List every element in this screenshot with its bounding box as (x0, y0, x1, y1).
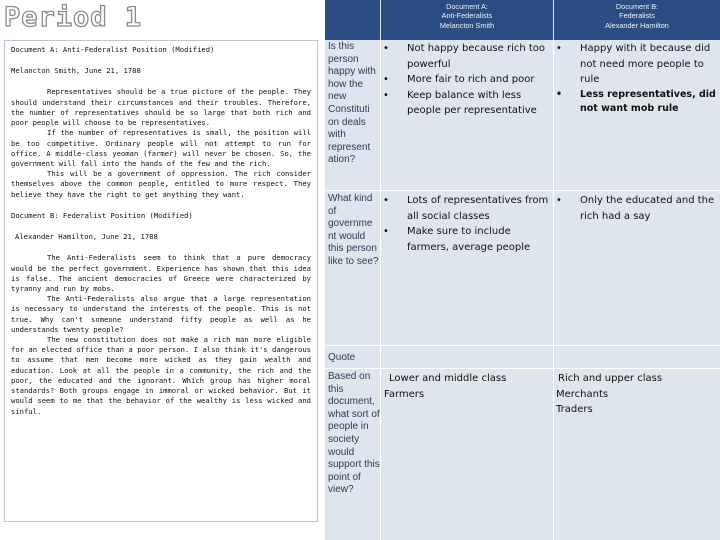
table-header-doc-a (381, 0, 553, 40)
row-label-government-type: What kind of governme nt would this person like to see? (328, 193, 379, 267)
header-line: Document A: (446, 2, 488, 11)
row-divider (325, 190, 720, 191)
list-item: Lower and middle class (389, 373, 507, 384)
header-line: Document B: (615, 2, 659, 11)
header-line: Anti-Federalists (441, 11, 493, 21)
doc-b-heading: Document B: Federalist Position (Modified) (11, 210, 193, 220)
row-divider (325, 368, 720, 369)
list-item: • Only the educated and the rich had a say (554, 193, 719, 224)
header-line: Alexander Hamilton (605, 20, 669, 30)
comparison-table (325, 0, 720, 540)
list-item: Traders (556, 404, 593, 415)
doc-b-paragraph: The Anti-Federalists seem to think that a pure democracy would be the perfect government. Experience has shown that this idea is false. The ancient democracies of Greece were characterized by tyranny and run by mobs. (11, 253, 311, 293)
list-item: • Keep balance with less people per representative (381, 88, 551, 119)
doc-b-byline: Alexander Hamilton, June 21, 1788 (15, 232, 158, 242)
cell-doc-a-row4 (381, 371, 551, 402)
page-title: Period 1 (4, 2, 143, 33)
list-item: • Happy with it because did not need more people to rule (554, 41, 719, 88)
doc-a-paragraph: Representatives should be a true picture of the people. They should understand their circumstances and their troubles. Therefore, the number of representatives should be so large that both rich and poor people will choose to be representatives. (11, 87, 311, 128)
cell-doc-b-row2 (554, 193, 719, 224)
list-item: Rich and upper class (558, 373, 663, 384)
doc-a-heading: Document A: Anti-Federalist Position (Modified) (11, 45, 215, 54)
doc-b-paragraph: The Anti-Federalists also argue that a large representation is necessary to understand the interests of the people. This is not true. Why can't someone understand fifty people as well as he understands twenty people? (11, 294, 311, 334)
doc-a-paragraph: This will be a government of oppression. The rich consider themselves above the common people, entitled to more respect. They believe they have the right to get anything they want. (11, 169, 311, 199)
doc-a-byline: Melancton Smith, June 21, 1788 (11, 66, 141, 76)
cell-doc-a-row2 (381, 193, 551, 255)
row-label-quote: Quote (328, 352, 356, 363)
row-divider (325, 345, 720, 346)
list-item: • More fair to rich and poor (381, 72, 551, 88)
list-item: • Lots of representatives from all social classes (381, 193, 551, 224)
table-header-doc-b (554, 0, 720, 40)
list-item: Merchants (556, 388, 609, 400)
doc-a-paragraph: If the number of representatives is small, the position will be too competitive. Ordinary people will not attempt to run for office. A middle-class yeoman (farmer) will never be chosen. So, the government will fall into the hands of the few and the rich. (11, 128, 311, 168)
list-item: • Not happy because rich too powerful (381, 41, 551, 72)
header-line: Melancton Smith (439, 20, 495, 30)
source-documents-panel (4, 40, 318, 522)
row-label-constitution-view: Is this person happy with how the new Constituti on deals with represent ation? (328, 41, 376, 166)
list-item: Farmers (384, 388, 425, 400)
cell-doc-b-row4 (554, 371, 719, 418)
header-line: Federalists (619, 11, 655, 21)
table-header-corner (325, 0, 380, 40)
row-label-supporters: Based on this document, what sort of people in society would support this point of view? (328, 371, 380, 496)
list-item: • Less representatives, did not want mob rule (554, 88, 719, 117)
cell-doc-a-row1 (381, 41, 551, 119)
cell-doc-b-row1 (554, 41, 719, 117)
list-item: • Make sure to include farmers, average people (381, 224, 551, 255)
doc-b-paragraph: The new constitution does not make a rich man more eligible for an elected office than a poor person. I also think it's dangerous to assume that men become more wicked as they gain wealth and education. Look at all the people in a community, the rich and the poor, the educated and the ignorant. Which group has higher moral standards? Both groups engage in immoral or wicked behavior. But it would seem to me that the behavior of the wealthy is less wicked and sinful. (11, 335, 311, 416)
